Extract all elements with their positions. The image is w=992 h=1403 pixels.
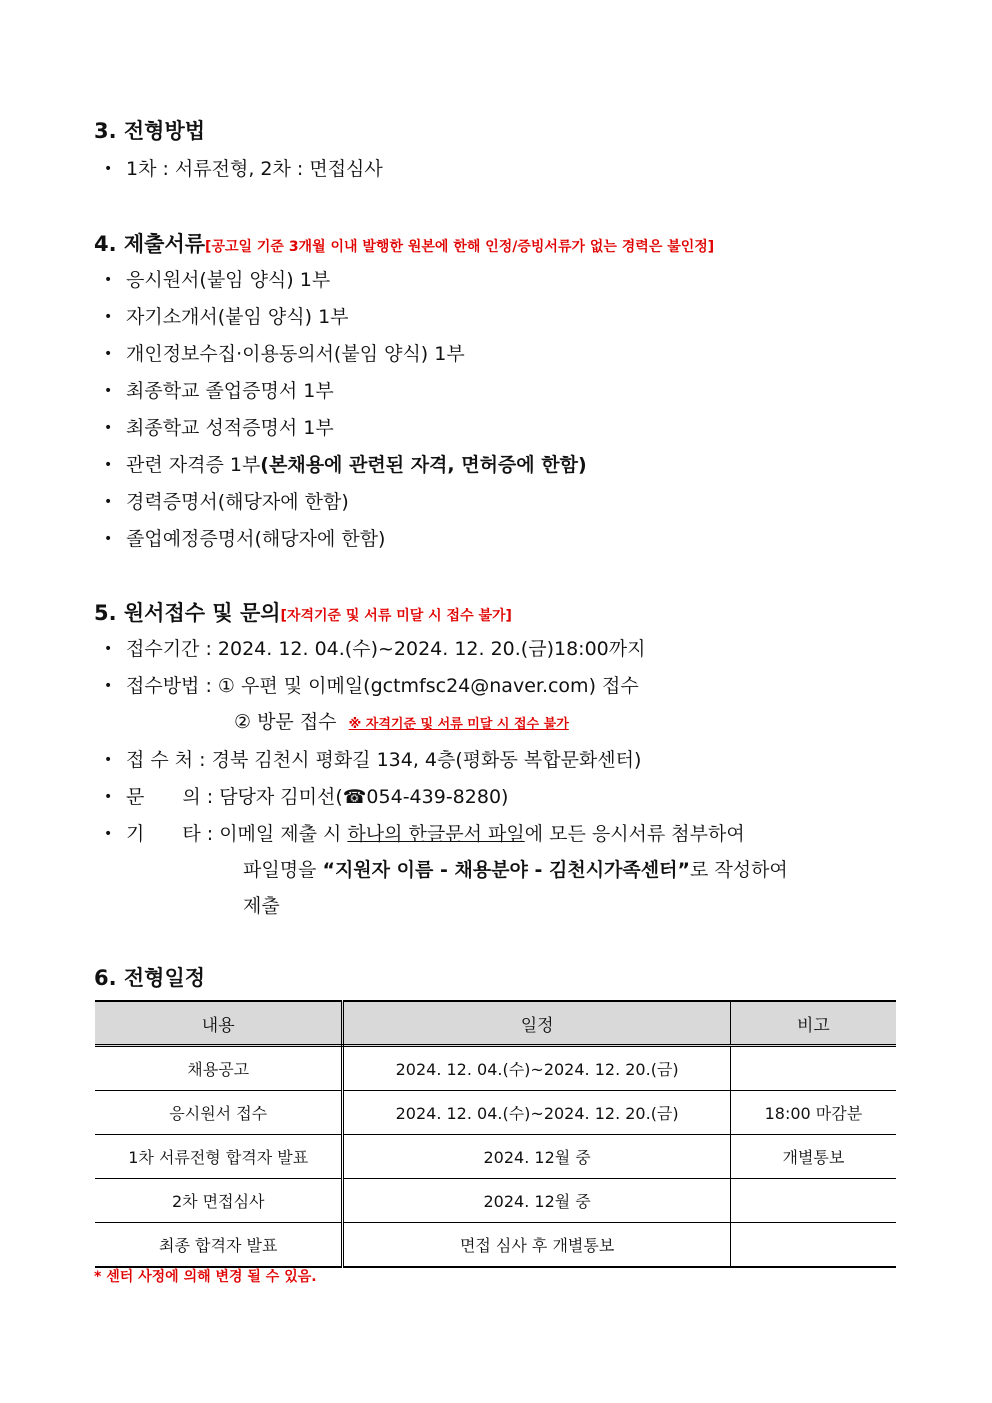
list-item: • 접수방법 : ① 우편 및 이메일(gctmfsc24@naver.com) 접수	[104, 675, 639, 697]
bullet-icon: •	[104, 383, 113, 399]
list-item: • 개인정보수집·이용동의서(붙임 양식) 1부	[104, 343, 465, 365]
bullet-icon: •	[104, 641, 113, 657]
table-cell	[730, 1179, 896, 1223]
section-4-title: 4. 제출서류[공고일 기준 3개월 이내 발행한 원본에 한해 인정/증빙서류가 없는 경력은 불인정]	[94, 232, 715, 256]
table-cell: 2차 면접심사	[95, 1179, 343, 1223]
bullet-icon: •	[104, 272, 113, 288]
table-row	[95, 1091, 896, 1135]
table-cell: 1차 서류전형 합격자 발표	[95, 1135, 343, 1179]
list-item: • 응시원서(붙임 양식) 1부	[104, 269, 331, 291]
list-item: • 최종학교 성적증명서 1부	[104, 417, 334, 439]
table-cell: 2024. 12월 중	[343, 1179, 730, 1223]
column-header: 일정	[343, 1001, 730, 1046]
list-item-continuation: ② 방문 접수 ※ 자격기준 및 서류 미달 시 접수 불가	[234, 711, 569, 733]
section-6-title: 6. 전형일정	[94, 966, 206, 990]
list-item: • 문 의 : 담당자 김미선(☎054-439-8280)	[104, 786, 509, 808]
bullet-icon: •	[104, 494, 113, 510]
bullet-icon: •	[104, 309, 113, 325]
schedule-table	[95, 1000, 896, 1268]
table-cell: 2024. 12. 04.(수)~2024. 12. 20.(금)	[343, 1046, 730, 1091]
table-cell: 개별통보	[730, 1135, 896, 1179]
bullet-icon: •	[104, 531, 113, 547]
table-row	[95, 1223, 896, 1268]
list-item-continuation: 제출	[243, 895, 280, 917]
bullet-icon: •	[104, 678, 113, 694]
list-item: • 1차 : 서류전형, 2차 : 면접심사	[104, 158, 383, 180]
table-cell	[730, 1046, 896, 1091]
list-item: • 졸업예정증명서(해당자에 한함)	[104, 528, 386, 550]
list-item: • 기 타 : 이메일 제출 시 하나의 한글문서 파일에 모든 응시서류 첨부하여	[104, 823, 745, 845]
list-item: • 접 수 처 : 경북 김천시 평화길 134, 4층(평화동 복합문화센터)	[104, 749, 642, 771]
bullet-icon: •	[104, 457, 113, 473]
bullet-icon: •	[104, 826, 113, 842]
bullet-icon: •	[104, 420, 113, 436]
list-item: • 최종학교 졸업증명서 1부	[104, 380, 334, 402]
table-cell: 2024. 12월 중	[343, 1135, 730, 1179]
bullet-icon: •	[104, 752, 113, 768]
column-header: 비고	[730, 1001, 896, 1046]
footnote: * 센터 사정에 의해 변경 될 수 있음.	[94, 1269, 317, 1285]
list-item: • 자기소개서(붙임 양식) 1부	[104, 306, 349, 328]
column-header: 내용	[95, 1001, 343, 1046]
list-item: • 경력증명서(해당자에 한함)	[104, 491, 349, 513]
table-cell: 18:00 마감분	[730, 1091, 896, 1135]
bullet-icon: •	[104, 161, 113, 177]
bullet-icon: •	[104, 789, 113, 805]
bullet-icon: •	[104, 346, 113, 362]
table-row	[95, 1046, 896, 1091]
table-cell: 최종 합격자 발표	[95, 1223, 343, 1268]
list-item: • 관련 자격증 1부(본채용에 관련된 자격, 면허증에 한함)	[104, 454, 587, 476]
table-cell: 2024. 12. 04.(수)~2024. 12. 20.(금)	[343, 1091, 730, 1135]
section-3-title: 3. 전형방법	[94, 119, 206, 143]
table-header-row	[95, 1001, 896, 1046]
table-cell: 응시원서 접수	[95, 1091, 343, 1135]
table-row	[95, 1135, 896, 1179]
table-cell: 면접 심사 후 개별통보	[343, 1223, 730, 1268]
list-item-continuation: 파일명을 “지원자 이름 - 채용분야 - 김천시가족센터”로 작성하여	[243, 859, 788, 881]
section-5-title: 5. 원서접수 및 문의[자격기준 및 서류 미달 시 접수 불가]	[94, 601, 512, 625]
section-4-note: [공고일 기준 3개월 이내 발행한 원본에 한해 인정/증빙서류가 없는 경력은 불인정]	[205, 239, 715, 255]
table-row	[95, 1179, 896, 1223]
table-cell	[730, 1223, 896, 1268]
list-item: • 접수기간 : 2024. 12. 04.(수)~2024. 12. 20.(금)18:00까지	[104, 638, 646, 660]
section-5-note: [자격기준 및 서류 미달 시 접수 불가]	[280, 608, 512, 624]
table-cell: 채용공고	[95, 1046, 343, 1091]
method-note: ※ 자격기준 및 서류 미달 시 접수 불가	[348, 717, 569, 732]
